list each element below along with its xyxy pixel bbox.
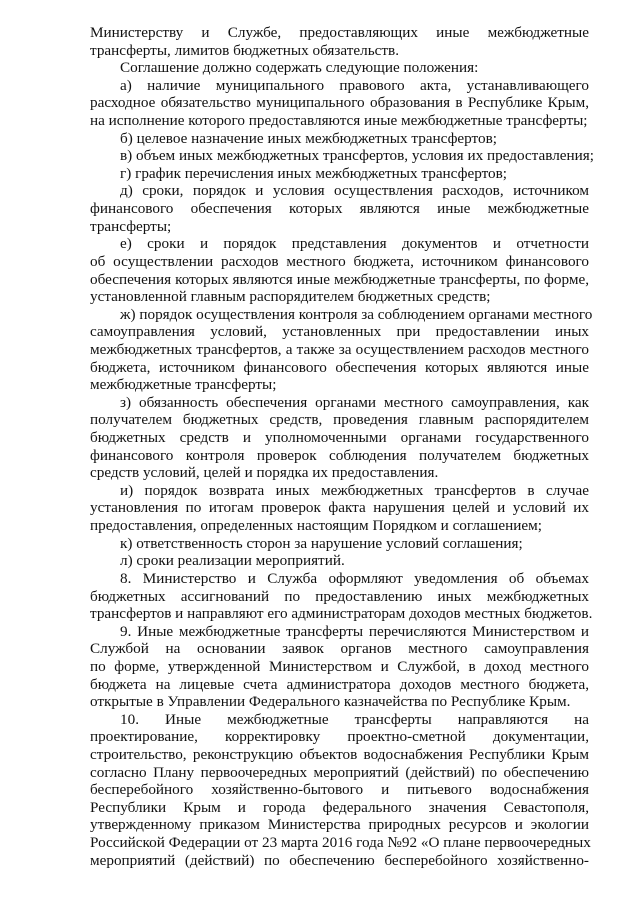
- text-line: получателем бюджетных средств, проведения главным распорядителем: [90, 411, 589, 429]
- text-line: Службой на основании заявок органов местного самоуправления: [90, 640, 589, 658]
- text-line: з) обязанность обеспечения органами местного самоуправления, как: [120, 393, 589, 411]
- text-line: в) объем иных межбюджетных трансфертов, условия их предоставления;: [120, 147, 594, 165]
- text-line: г) график перечисления иных межбюджетных трансфертов;: [120, 164, 508, 182]
- text-line: установления по итогам проверок факта нарушения целей и условий их: [90, 499, 589, 517]
- text-line: бюджетных ассигнований по предоставлению иных межбюджетных: [90, 587, 589, 605]
- text-line: на исполнение которого предоставляются иные межбюджетные трансферты;: [90, 112, 588, 130]
- text-line: самоуправления условий, установленных при предоставлении иных: [90, 323, 589, 341]
- text-line: бесперебойного хозяйственно-бытового и питьевого водоснабжения: [90, 781, 589, 799]
- text-line: об осуществлении расходов местного бюджета, источником финансового: [90, 252, 589, 270]
- text-line: по форме, утвержденной Министерством и Службой, в доход местного: [90, 657, 589, 675]
- text-line: бюджета, источником финансового обеспечения которых являются иные: [90, 358, 589, 376]
- text-line: мероприятий (действий) по обеспечению бесперебойного хозяйственно-: [90, 851, 589, 869]
- text-line: предоставления, определенных настоящим Порядком и соглашением;: [90, 517, 542, 535]
- text-line: трансферты;: [90, 217, 172, 235]
- paragraph-item-z: [90, 394, 589, 482]
- paragraph-point-9: [90, 623, 589, 711]
- text-line: трансферты, лимитов бюджетных обязательств.: [90, 41, 399, 59]
- text-line: е) сроки и порядок представления документов и отчетности: [120, 235, 589, 253]
- text-line: установленной главным распорядителем бюджетных средств;: [90, 288, 491, 306]
- text-line: Российской Федерации от 23 марта 2016 года №92 «О плане первоочередных: [90, 834, 591, 852]
- paragraph-item-zh: [90, 305, 593, 394]
- paragraph-item-i: [90, 482, 589, 535]
- text-line: открытые в Управлении Федерального казначейства по Республике Крым.: [90, 693, 571, 711]
- text-line: л) сроки реализации мероприятий.: [120, 552, 345, 570]
- text-line: Республики Крым и города федерального значения Севастополя,: [90, 798, 589, 816]
- document-body: [90, 24, 594, 869]
- text-line: трансфертов и направляют его администраторам доходов местных бюджетов.: [90, 605, 593, 623]
- paragraph-agreement-heading: [90, 59, 589, 77]
- paragraph-item-l: [90, 552, 589, 570]
- paragraph-point-10: [90, 711, 589, 869]
- paragraph-item-v: [90, 147, 594, 165]
- text-line: обеспечения которых являются иные межбюджетные трансферты, по форме,: [90, 270, 589, 288]
- text-line: согласно Плану первоочередных мероприятий (действий) по обеспечению: [90, 763, 589, 781]
- text-line: финансового обеспечения которых являются иные межбюджетные: [90, 200, 589, 218]
- text-line: 9. Иные межбюджетные трансферты перечисляются Министерством и: [120, 622, 589, 640]
- text-line: финансового контроля проверок соблюдения получателем бюджетных: [90, 446, 589, 464]
- text-line: Соглашение должно содержать следующие положения:: [120, 59, 479, 77]
- paragraph-intro: [90, 24, 589, 59]
- text-line: к) ответственность сторон за нарушение условий соглашения;: [120, 534, 523, 552]
- text-line: ж) порядок осуществления контроля за соблюдением органами местного: [120, 305, 593, 323]
- text-line: проектирование, корректировку проектно-сметной документации,: [90, 728, 589, 746]
- text-line: бюджета на лицевые счета администратора доходов местного бюджета,: [90, 675, 589, 693]
- text-line: д) сроки, порядок и условия осуществления расходов, источником: [120, 182, 589, 200]
- paragraph-item-g: [90, 165, 589, 183]
- paragraph-item-a: [90, 77, 589, 130]
- text-line: строительство, реконструкцию объектов водоснабжения Республики Крым: [90, 745, 589, 763]
- paragraph-item-k: [90, 535, 589, 553]
- text-line: межбюджетных трансфертов, а также за осуществлением расходов местного: [90, 340, 589, 358]
- text-line: утвержденному приказом Министерства природных ресурсов и экологии: [90, 816, 589, 834]
- text-line: бюджетных средств и уполномоченными органами государственного: [90, 429, 589, 447]
- text-line: межбюджетные трансферты;: [90, 376, 277, 394]
- text-line: средств условий, целей и порядка их предоставления.: [90, 464, 439, 482]
- text-line: 10. Иные межбюджетные трансферты направляются на: [120, 710, 589, 728]
- text-line: б) целевое назначение иных межбюджетных трансфертов;: [120, 129, 497, 147]
- text-line: Министерству и Службе, предоставляющих иные межбюджетные: [90, 24, 589, 41]
- text-line: 8. Министерство и Служба оформляют уведомления об объемах: [120, 569, 589, 587]
- text-line: а) наличие муниципального правового акта, устанавливающего: [120, 76, 589, 94]
- paragraph-item-b: [90, 130, 589, 148]
- paragraph-item-d: [90, 182, 589, 235]
- text-line: и) порядок возврата иных межбюджетных трансфертов в случае: [120, 481, 589, 499]
- paragraph-point-8: [90, 569, 593, 623]
- paragraph-item-e: [90, 235, 589, 305]
- text-line: расходное обязательство муниципального образования в Республике Крым,: [90, 94, 589, 112]
